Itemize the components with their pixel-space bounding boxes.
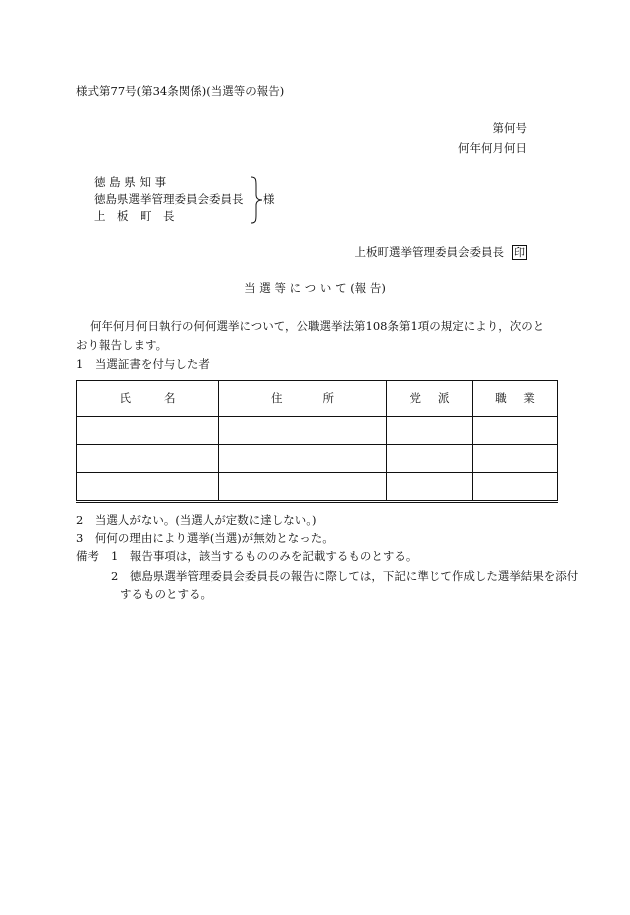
table-row bbox=[77, 417, 558, 445]
sender-name: 上板町選挙管理委員会委員長 bbox=[354, 245, 504, 259]
table-cell[interactable] bbox=[77, 417, 219, 445]
winners-table bbox=[76, 380, 558, 503]
table-row bbox=[77, 445, 558, 473]
table-cell[interactable] bbox=[473, 417, 558, 445]
addressee-governor: 徳 島 県 知 事 bbox=[94, 175, 167, 189]
curly-brace-icon bbox=[250, 176, 264, 224]
header-name: 氏 名 bbox=[77, 381, 219, 417]
item-2: 2 当選人がない。(当選人が定数に達しない。) bbox=[76, 513, 317, 527]
document-number: 第何号 bbox=[492, 121, 527, 135]
header-occupation: 職 業 bbox=[473, 381, 558, 417]
table-cell[interactable] bbox=[473, 445, 558, 473]
addressee-mayor: 上 板 町 長 bbox=[94, 209, 175, 223]
remark-note-1: 1 報告事項は，該当するもののみを記載するものとする。 bbox=[111, 549, 418, 563]
table-cell[interactable] bbox=[77, 445, 219, 473]
remark-note-2-line-2: するものとする。 bbox=[120, 587, 212, 601]
table-cell[interactable] bbox=[387, 473, 473, 502]
document-date: 何年何月何日 bbox=[458, 141, 527, 155]
table-row bbox=[77, 473, 558, 502]
item-1-heading: 1 当選証書を付与した者 bbox=[76, 357, 210, 371]
table-cell[interactable] bbox=[387, 417, 473, 445]
body-paragraph-line-2: おり報告します。 bbox=[76, 338, 168, 352]
sender-line bbox=[355, 245, 528, 260]
table-cell[interactable] bbox=[387, 445, 473, 473]
seal-mark: 印 bbox=[514, 246, 525, 259]
addressee-election-committee: 徳島県選挙管理委員会委員長 bbox=[94, 192, 244, 206]
body-paragraph-line-1: 何年何月何日執行の何何選挙について，公職選挙法第108条第1項の規定により，次のと bbox=[90, 319, 545, 333]
header-party: 党 派 bbox=[387, 381, 473, 417]
remark-note-2-line-1: 2 徳島県選挙管理委員会委員長の報告に際しては，下記に準じて作成した選挙結果を添付 bbox=[111, 569, 579, 583]
table-cell[interactable] bbox=[219, 417, 387, 445]
remarks-label: 備考 bbox=[76, 549, 99, 563]
table-cell[interactable] bbox=[473, 473, 558, 502]
honorific: 様 bbox=[263, 192, 275, 206]
table-cell[interactable] bbox=[219, 473, 387, 502]
item-3: 3 何何の理由により選挙(当選)が無効となった。 bbox=[76, 531, 334, 545]
form-header: 様式第77号(第34条関係)(当選等の報告) bbox=[76, 84, 285, 98]
table-cell[interactable] bbox=[77, 473, 219, 502]
header-address: 住 所 bbox=[219, 381, 387, 417]
table-cell[interactable] bbox=[219, 445, 387, 473]
table-header-row bbox=[77, 381, 558, 417]
document-title: 当 選 等 に つ い て (報 告) bbox=[244, 281, 386, 295]
